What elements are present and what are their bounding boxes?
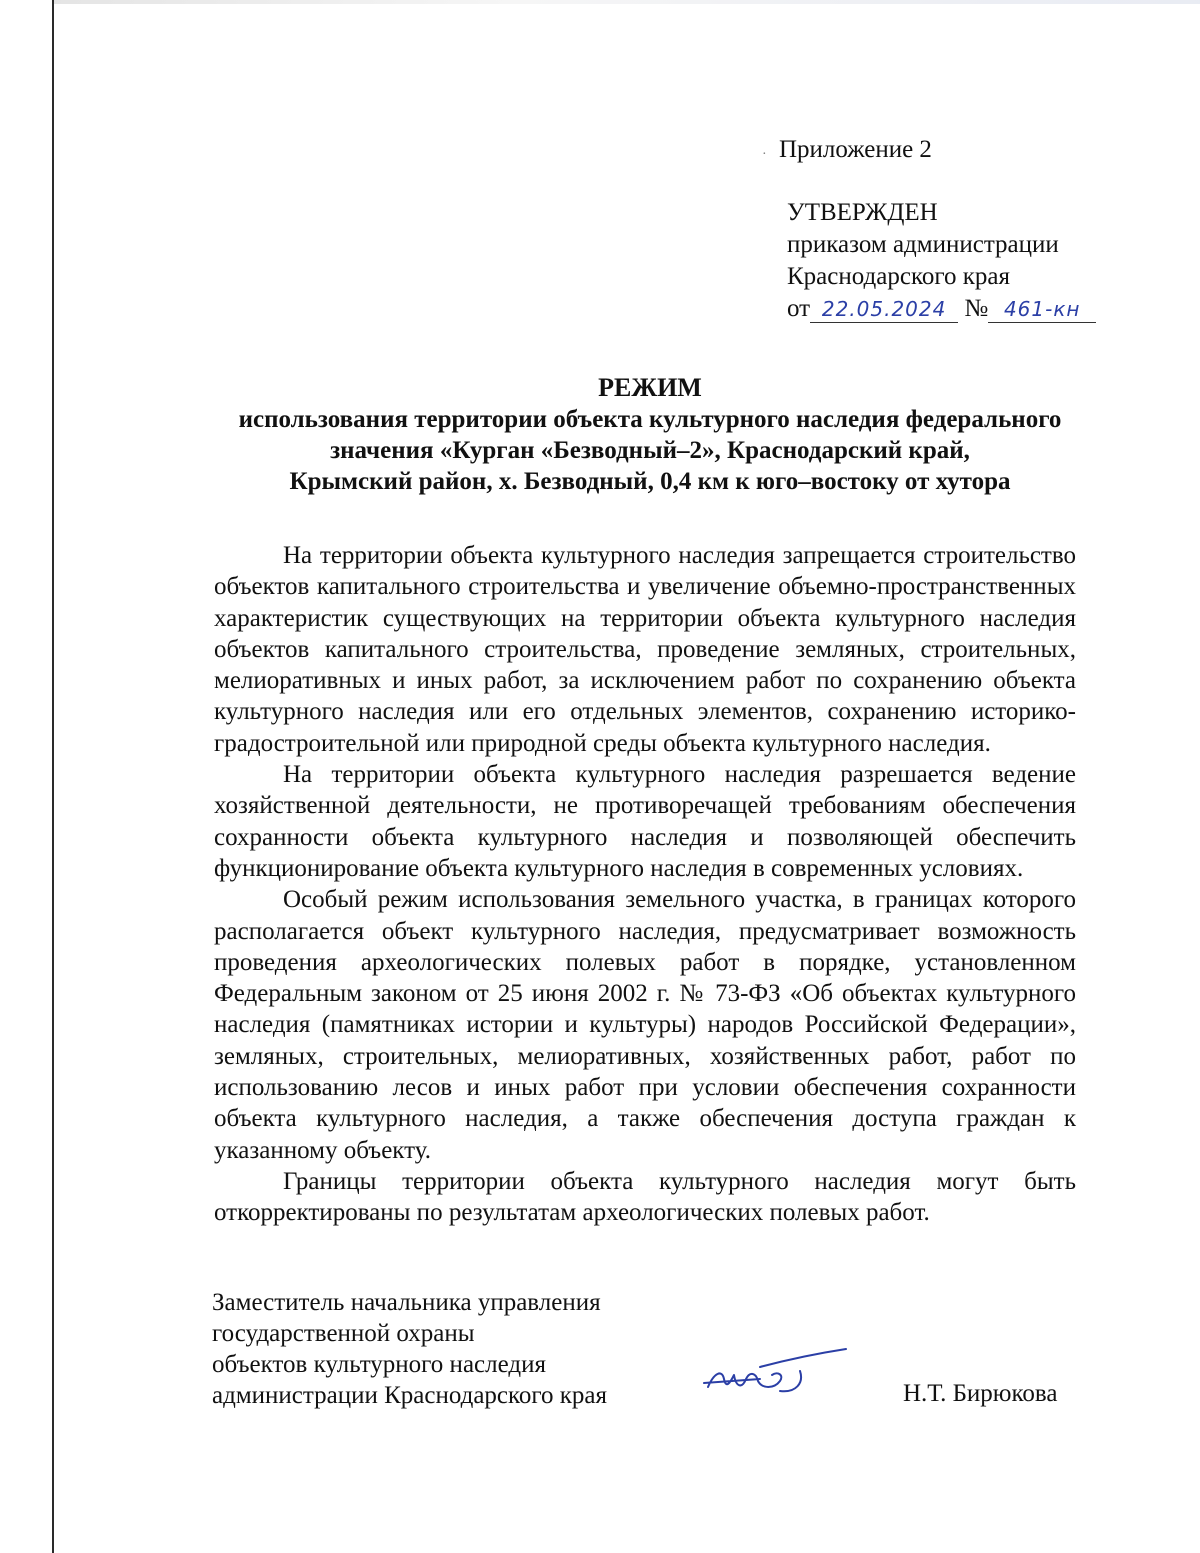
- approval-line-2: Краснодарского края: [787, 263, 1010, 290]
- paragraph-2: На территории объекта культурного наследия разрешается ведение хозяйственной деятельности, не противоречащей требованиям обеспечения сохранности объекта культурного наследия и позволяющей обеспечить функционирование объекта культурного наследия в современных условиях.: [214, 761, 1076, 882]
- document-title: [150, 372, 1150, 497]
- scan-edge: [52, 0, 54, 1553]
- position-line-4: администрации Краснодарского края: [212, 1382, 608, 1409]
- handwritten-number: 461-кн: [1003, 297, 1081, 321]
- number-field: [988, 296, 1096, 323]
- handwritten-date: 22.05.2024: [821, 297, 947, 321]
- position-line-1: Заместитель начальника управления: [212, 1289, 601, 1316]
- appendix-label: Приложение 2: [779, 136, 932, 163]
- paragraph-1: На территории объекта культурного наследия запрещается строительство объектов капитального строительства и увеличение объемно-пространственных характеристик существующих на территории объекта культурного наследия объектов капитального строительства, проведение земляных, строительных, мелиоративных и иных работ, за исключением работ по сохранению объекта культурного наследия или его отдельных элементов, сохранению историко-градостроительной или природной среды объекта культурного наследия.: [214, 542, 1076, 757]
- document-body: [214, 540, 1076, 1229]
- approval-block: [787, 197, 1096, 325]
- approval-date-line: [787, 293, 1096, 325]
- scan-speck: ·: [762, 147, 767, 162]
- date-prefix: от: [787, 295, 811, 322]
- title-main: РЕЖИМ: [598, 373, 702, 402]
- title-line-2: значения «Курган «Безводный–2», Краснодарский край,: [330, 437, 970, 464]
- position-line-3: объектов культурного наследия: [212, 1351, 546, 1378]
- handwritten-signature: [700, 1343, 850, 1403]
- approval-line-1: приказом администрации: [787, 231, 1059, 258]
- signer-name: Н.Т. Бирюкова: [903, 1380, 1058, 1407]
- paragraph-4: Границы территории объекта культурного наследия могут быть откорректированы по результатам археологических полевых работ.: [214, 1167, 1076, 1227]
- date-field: [810, 296, 958, 323]
- paragraph-3: Особый режим использования земельного участка, в границах которого располагается объект культурного наследия, предусматривает возможность проведения археологических полевых работ в порядке, установленном Федеральным законом от 25 июня 2002 г. № 73-ФЗ «Об объектах культурного наследия (памятниках истории и культуры) народов Российской Федерации», земляных, строительных, мелиоративных, хозяйственных работ, работ по использованию лесов и иных работ при условии обеспечения сохранности объекта культурного наследия, а также обеспечения доступа граждан к указанному объекту.: [214, 886, 1076, 1164]
- title-line-3: Крымский район, х. Безводный, 0,4 км к юго–востоку от хутора: [289, 468, 1011, 495]
- position-line-2: государственной охраны: [212, 1320, 475, 1347]
- scan-edge-top: [54, 0, 1200, 4]
- number-prefix: №: [964, 295, 989, 322]
- approval-status: УТВЕРЖДЕН: [787, 199, 938, 226]
- title-line-1: использования территории объекта культурного наследия федерального: [238, 406, 1062, 433]
- signatory-position: [212, 1287, 607, 1411]
